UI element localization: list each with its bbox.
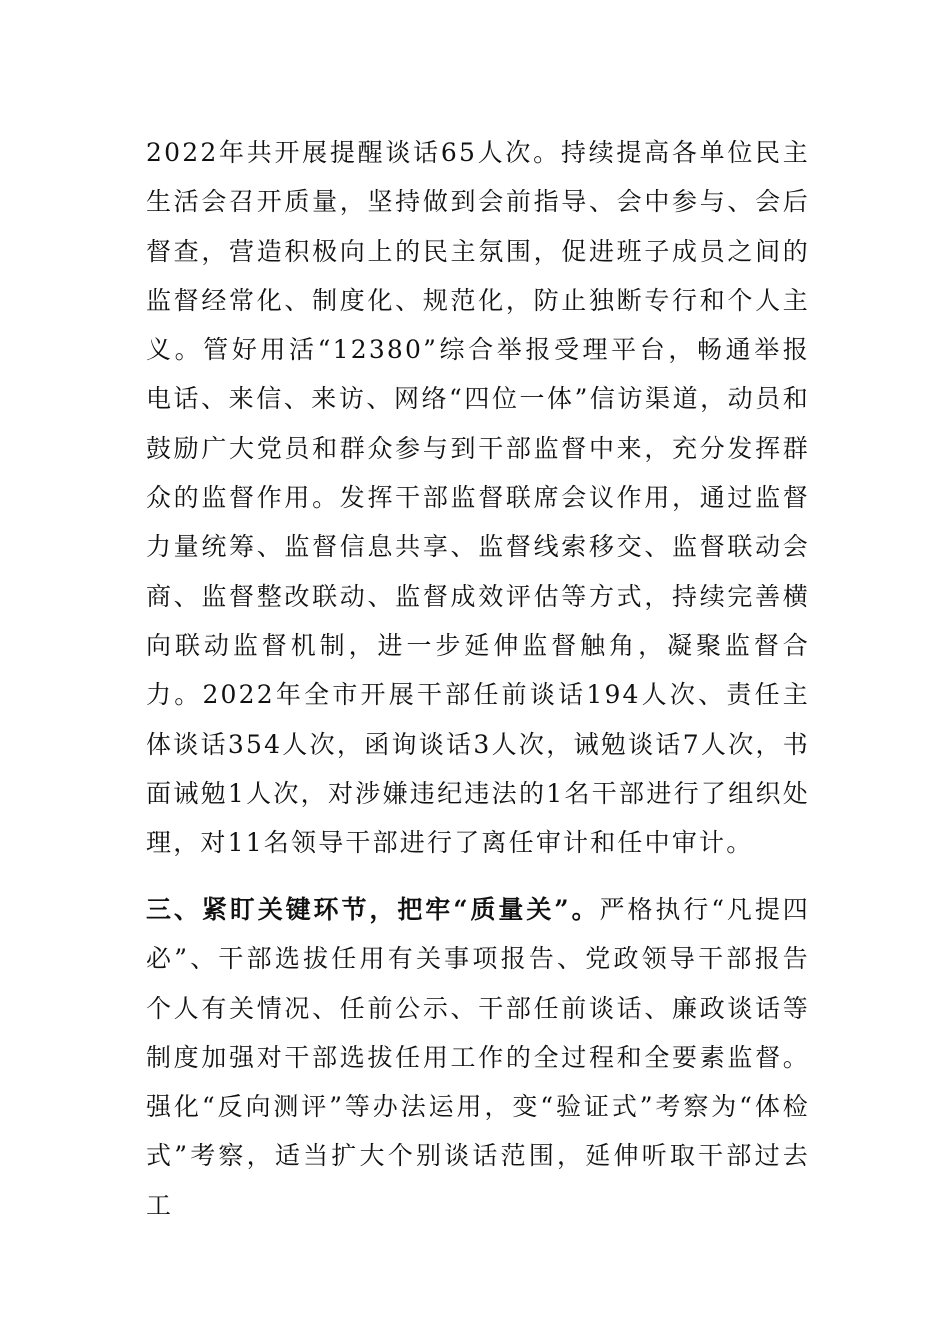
section-body: 严格执行“凡提四必”、干部选拔任用有关事项报告、党政领导干部报告个人有关情况、任前公示、干部任前谈话、廉政谈话等制度加强对干部选拔任用工作的全过程和全要素监督。强化“反向测评”等办法运用，变“验证式”考察为“体检式”考察，适当扩大个别谈话范围，延伸听取干部过去工	[146, 895, 810, 1220]
section-paragraph	[146, 885, 810, 1230]
body-paragraph: 2022年共开展提醒谈话65人次。持续提高各单位民主生活会召开质量，坚持做到会前指导、会中参与、会后督查，营造积极向上的民主氛围，促进班子成员之间的监督经常化、制度化、规范化，防止独断专行和个人主义。管好用活“12380”综合举报受理平台，畅通举报电话、来信、来访、网络“四位一体”信访渠道，动员和鼓励广大党员和群众参与到干部监督中来，充分发挥群众的监督作用。发挥干部监督联席会议作用，通过监督力量统筹、监督信息共享、监督线索移交、监督联动会商、监督整改联动、监督成效评估等方式，持续完善横向联动监督机制，进一步延伸监督触角，凝聚监督合力。2022年全市开展干部任前谈话194人次、责任主体谈话354人次，函询谈话3人次，诫勉谈话7人次，书面诫勉1人次，对涉嫌违纪违法的1名干部进行了组织处理，对11名领导干部进行了离任审计和任中审计。	[146, 138, 810, 858]
section-heading: 三、紧盯关键环节，把牢“质量关”。	[146, 895, 600, 924]
